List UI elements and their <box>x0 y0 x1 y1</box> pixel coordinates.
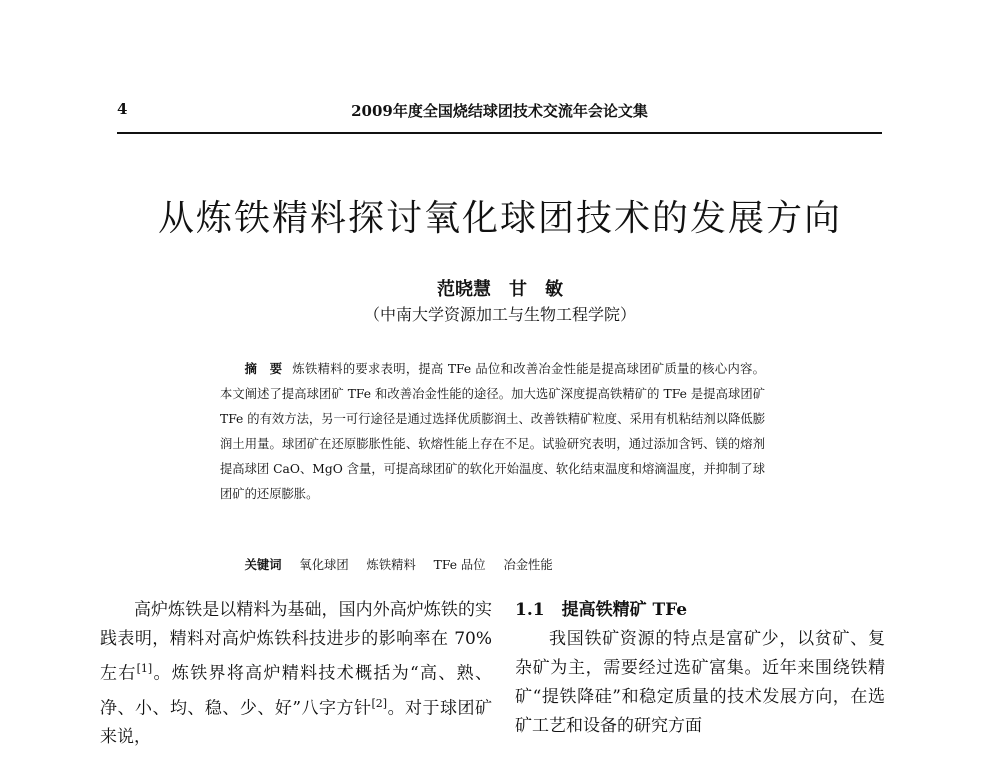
affiliation: （中南大学资源加工与生物工程学院） <box>363 305 636 324</box>
keywords-label: 关键词 <box>244 557 282 572</box>
intro-text: 。炼铁界将高炉精料技术概括为“高、熟、净、小、均、稳、少、好”八字方针 <box>100 663 492 719</box>
running-header <box>117 98 882 134</box>
authors: 范晓慧 甘 敏 <box>437 279 563 300</box>
abstract-text: 炼铁精料的要求表明，提高 TFe 品位和改善冶金性能是提高球团矿质量的核心内容。本文阐述了提高球团矿 TFe 和改善冶金性能的途径。加大选矿深度提高铁精矿的 TFe 是提高球团矿 TFe 的有效方法，另一可行途径是通过选择优质膨润土、改善铁精矿粒度、采用有机粘结剂以降低膨润土用量。球团矿在还原膨胀性能、软熔性能上存在不足。试验研究表明，通过添加含钙、镁的熔剂提高球团 CaO、MgO 含量，可提高球团矿的软化开始温度、软化结束温度和熔滴温度，并抑制了球团矿的还原膨胀。 <box>220 362 765 501</box>
keyword: 炼铁精料 <box>366 558 416 572</box>
section-paragraph: 我国铁矿资源的特点是富矿少，以贫矿、复杂矿为主，需要经过选矿富集。近年来围绕铁精矿“提铁降硅”和稳定质量的技术发展方向，在选矿工艺和设备的研究方面 <box>515 629 885 736</box>
keywords <box>220 554 765 576</box>
paper-title: 从炼铁精料探讨氧化球团技术的发展方向 <box>157 198 842 239</box>
keyword: 氧化球团 <box>299 558 349 572</box>
citation: [1] <box>136 662 153 675</box>
intro-text: 高炉炼铁是以精料为基础，国内外高炉炼铁的实践表明，精料对高炉炼铁科技进步的影响率在 70% 左右 <box>100 600 492 684</box>
abstract-label: 摘 要 <box>244 361 283 376</box>
intro-paragraph <box>100 596 492 752</box>
abstract <box>220 356 765 507</box>
body-right-column <box>515 596 885 741</box>
keyword: 冶金性能 <box>503 558 553 572</box>
journal-title: 2009年度全国烧结球团技术交流年会论文集 <box>351 102 648 120</box>
page-number: 4 <box>117 100 128 118</box>
citation: [2] <box>371 696 388 710</box>
body-left-column <box>100 596 492 752</box>
intro-text: 。对于球团矿来说， <box>100 698 492 748</box>
section-heading: 1.1 提高铁精矿 TFe <box>515 600 688 620</box>
keyword: TFe 品位 <box>433 558 486 572</box>
